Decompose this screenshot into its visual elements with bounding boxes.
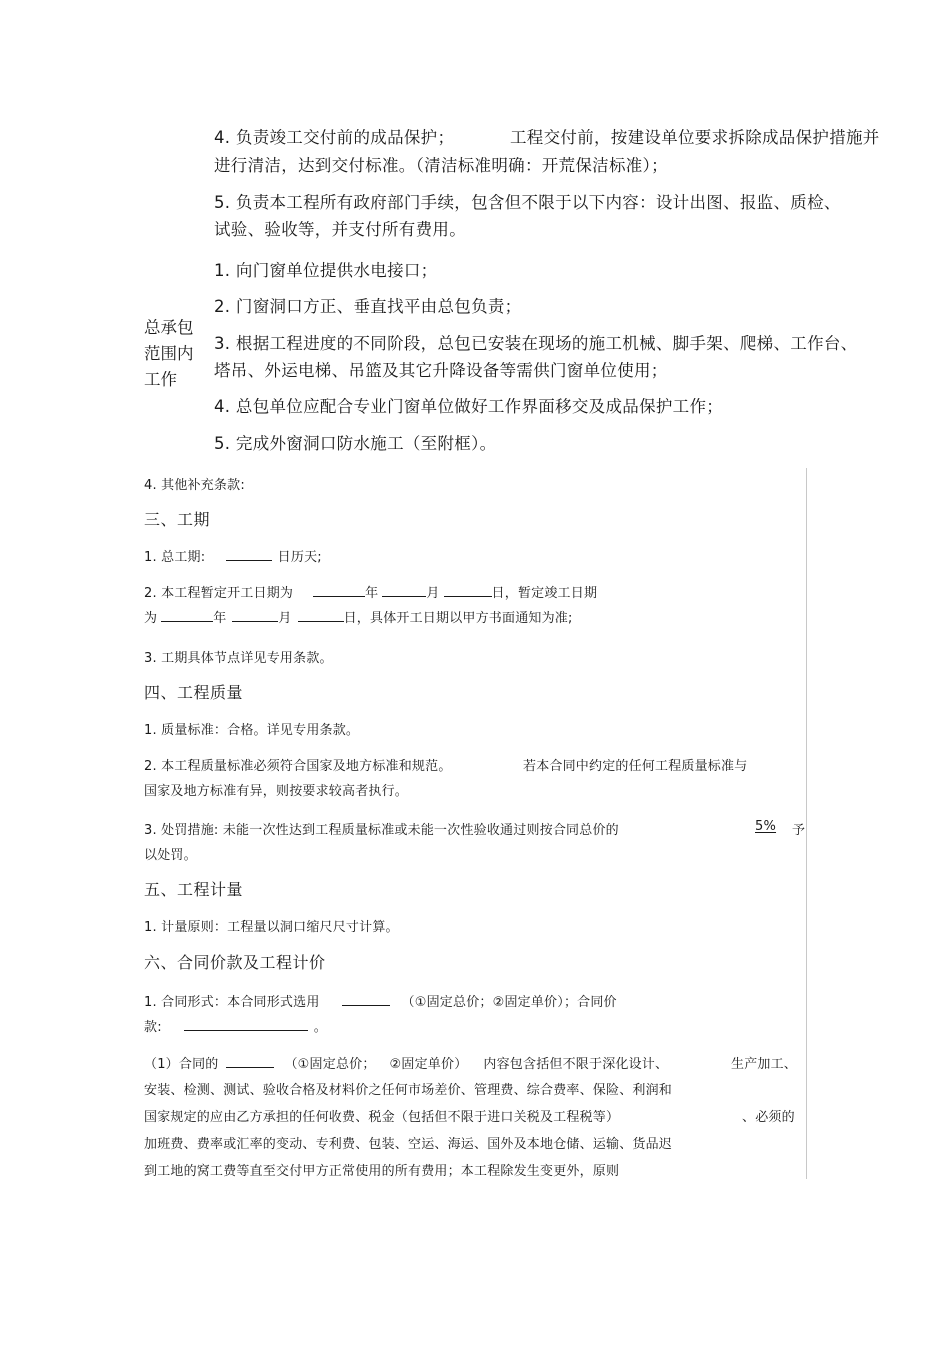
section-title-quality: 四、工程质量 [144,683,244,702]
price-form-label: 1. 合同形式：本合同形式选用 [144,995,320,1010]
section-title-price: 六、合同价款及工程计价 [144,953,326,972]
year-label: 年 [365,586,379,601]
duration-nodes: 3. 工期具体节点详见专用条款。 [144,651,333,666]
price-amount-label: 款: [144,1020,162,1035]
blank-form [342,992,390,1006]
blank-day [444,583,492,597]
price-scope-line2: 安装、检测、测试、验收合格及材料价之任何市场差价、管理费、综合费率、保险、利润和 [144,1083,673,1098]
month-label: 月 [426,586,440,601]
section-title-measure: 五、工程计量 [144,880,244,899]
quality-standard: 1. 质量标准：合格。详见专用条款。 [144,723,360,738]
blank-year [161,608,213,622]
blank-scope-form [226,1054,274,1068]
duration-start-line2 [144,607,573,626]
quality-compliance-b: 若本合同中约定的任何工程质量标准与 [523,759,748,774]
measure-principle: 1. 计量原则：工程量以洞口缩尺尺寸计算。 [144,920,399,935]
quality-penalty-percent: 5% [755,819,777,834]
item-4-protection-line1-right: 工程交付前，按建设单位要求拆除成品保护措施并 [510,128,880,147]
price-scope-opt2: ②固定单价） [389,1057,468,1072]
list-item: 3. 根据工程进度的不同阶段，总包已安装在现场的施工机械、脚手架、爬梯、工作台、 [214,334,858,353]
quality-penalty-c: 以处罚。 [144,848,197,863]
day-label: 日，具体开工日期以甲方书面通知为准; [343,611,573,626]
item-4-protection-line1-left: 4. 负责竣工交付前的成品保护； [214,128,455,147]
quality-compliance-a: 2. 本工程质量标准必须符合国家及地方标准和规范。 [144,759,452,774]
price-amount-end: 。 [313,1020,327,1035]
list-item: 1. 向门窗单位提供水电接口； [214,261,438,280]
price-form-line1 [144,991,617,1010]
item-5-permits-line1: 5. 负责本工程所有政府部门手续，包含但不限于以下内容：设计出图、报监、质检、 [214,193,841,212]
duration-start-line1 [144,582,597,601]
quality-penalty-b: 予 [792,823,806,838]
duration-total-label: 1. 总工期: [144,550,206,565]
price-scope-line3: 国家规定的应由乙方承担的任何收费、税金（包括但不限于进口关税及工程税等） [144,1110,620,1125]
price-form-line2 [144,1016,327,1035]
section-title-duration: 三、工期 [144,510,211,529]
month-label: 月 [278,611,292,626]
quality-penalty-a: 3. 处罚措施: 未能一次性达到工程质量标准或未能一次性验收通过则按合同总价的 [144,823,619,838]
duration-total-unit: 日历天; [277,550,322,565]
list-item: 5. 完成外窗洞口防水施工（至附框）。 [214,434,497,453]
blank-days [226,547,272,561]
year-label: 年 [213,611,227,626]
day-label: 日，暂定竣工日期 [491,586,598,601]
price-scope-production: 生产加工、 [731,1057,798,1072]
blank-month [382,583,426,597]
duration-start-label: 2. 本工程暂定开工日期为 [144,586,294,601]
list-item: 4. 总包单位应配合专业门窗单位做好工作界面移交及成品保护工作； [214,397,724,416]
price-form-options: （①固定总价；②固定单价）；合同价 [401,995,617,1010]
list-item: 2. 门窗洞口方正、垂直找平由总包负责； [214,297,522,316]
page-border-line [806,468,807,1179]
blank-amount [184,1017,308,1031]
side-label-line: 工作 [144,370,177,389]
price-scope-line3-end: 、必须的 [742,1110,795,1125]
duration-end-label: 为 [144,611,158,626]
blank-day [298,608,344,622]
item-4-protection-line2: 进行清洁，达到交付标准。（清洁标准明确：开荒保洁标准）； [214,156,668,175]
blank-month [232,608,278,622]
price-scope-line5: 到工地的窝工费等直至交付甲方正常使用的所有费用；本工程除发生变更外，原则 [144,1164,620,1179]
quality-compliance-c: 国家及地方标准有异，则按要求较高者执行。 [144,784,409,799]
price-scope-label: （1）合同的 [144,1057,219,1072]
blank-year [313,583,365,597]
price-scope-includes: 内容包含括但不限于深化设计、 [483,1057,669,1072]
price-scope-line1 [144,1053,668,1072]
price-scope-opt1: （①固定总价； [284,1057,376,1072]
item-5-permits-line2: 试验、验收等，并支付所有费用。 [214,220,466,239]
duration-total [144,546,322,565]
supplement-clause: 4. 其他补充条款: [144,478,245,493]
side-label-line: 范围内 [144,344,194,363]
side-label [144,315,194,393]
price-scope-line4: 加班费、费率或汇率的变动、专利费、包装、空运、海运、国外及本地仓储、运输、货品迟 [144,1137,673,1152]
side-label-line: 总承包 [144,318,194,337]
list-item: 塔吊、外运电梯、吊篮及其它升降设备等需供门窗单位使用； [214,361,668,380]
